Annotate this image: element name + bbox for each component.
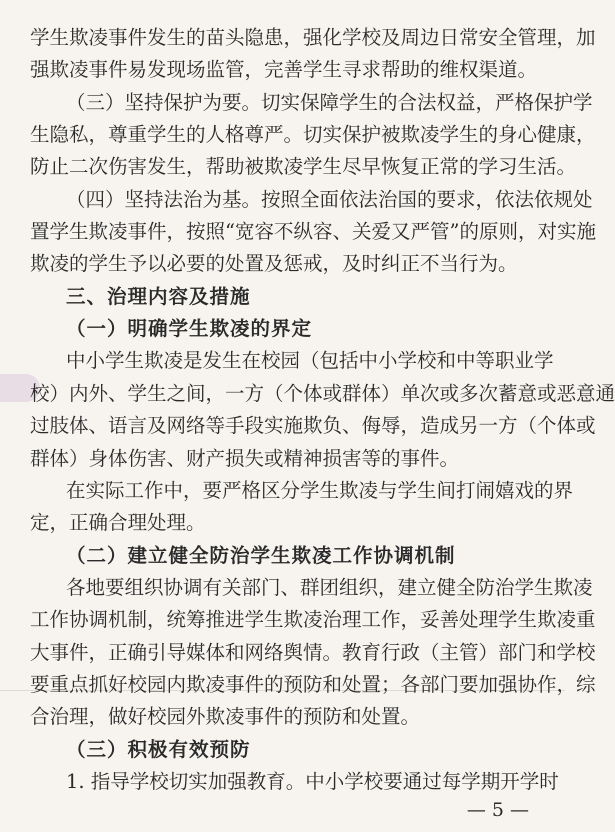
text-line: 要重点抓好校园内欺凌事件的预防和处置；各部门要加强协作，综	[30, 673, 596, 696]
text-line: 生隐私，尊重学生的人格尊严。切实保护被欺凌学生的身心健康，	[30, 123, 596, 146]
text-line: （三）坚持保护为要。切实保障学生的合法权益，严格保护学	[66, 91, 593, 114]
text-line: 置学生欺凌事件，按照“宽容不纵容、关爱又严管”的原则，对实施	[30, 220, 596, 243]
subsection-heading: （三）积极有效预防	[66, 738, 251, 761]
text-line: 强欺凌事件易发现场监管，完善学生寻求帮助的维权渠道。	[30, 58, 538, 81]
text-line: 大事件，正确引导媒体和网络舆情。教育行政（主管）部门和学校	[30, 641, 596, 664]
subsection-heading: （二）建立健全防治学生欺凌工作协调机制	[66, 544, 456, 567]
section-heading: 三、治理内容及措施	[66, 285, 251, 308]
text-line: 学生欺凌事件发生的苗头隐患，强化学校及周边日常安全管理，加	[30, 26, 596, 49]
text-line: 校）内外、学生之间，一方（个体或群体）单次或多次蓄意或恶意通	[30, 382, 615, 405]
text-line: 欺凌的学生予以必要的处置及惩戒，及时纠正不当行为。	[30, 252, 518, 275]
text-line: 定，正确合理处理。	[30, 511, 206, 534]
text-line: 1. 指导学校切实加强教育。中小学校要通过每学期开学时	[66, 770, 559, 793]
text-line: 中小学生欺凌是发生在校园（包括中小学校和中等职业学	[66, 349, 554, 372]
subsection-heading: （一）明确学生欺凌的界定	[66, 317, 313, 340]
text-line: 工作协调机制，统筹推进学生欺凌治理工作，妥善处理学生欺凌重	[30, 608, 596, 631]
text-line: 过肢体、语言及网络等手段实施欺负、侮辱，造成另一方（个体或	[30, 414, 596, 437]
text-line: 防止二次伤害发生，帮助被欺凌学生尽早恢复正常的学习生活。	[30, 155, 577, 178]
text-line: 各地要组织协调有关部门、群团组织，建立健全防治学生欺凌	[66, 576, 593, 599]
text-line: 在实际工作中，要严格区分学生欺凌与学生间打闹嬉戏的界	[66, 479, 574, 502]
text-line: 群体）身体伤害、财产损失或精神损害等的事件。	[30, 447, 460, 470]
text-line: 合治理，做好校园外欺凌事件的预防和处置。	[30, 705, 421, 728]
page-number: — 5 —	[466, 799, 529, 821]
text-line: （四）坚持法治为基。按照全面依法治国的要求，依法依规处	[66, 188, 593, 211]
